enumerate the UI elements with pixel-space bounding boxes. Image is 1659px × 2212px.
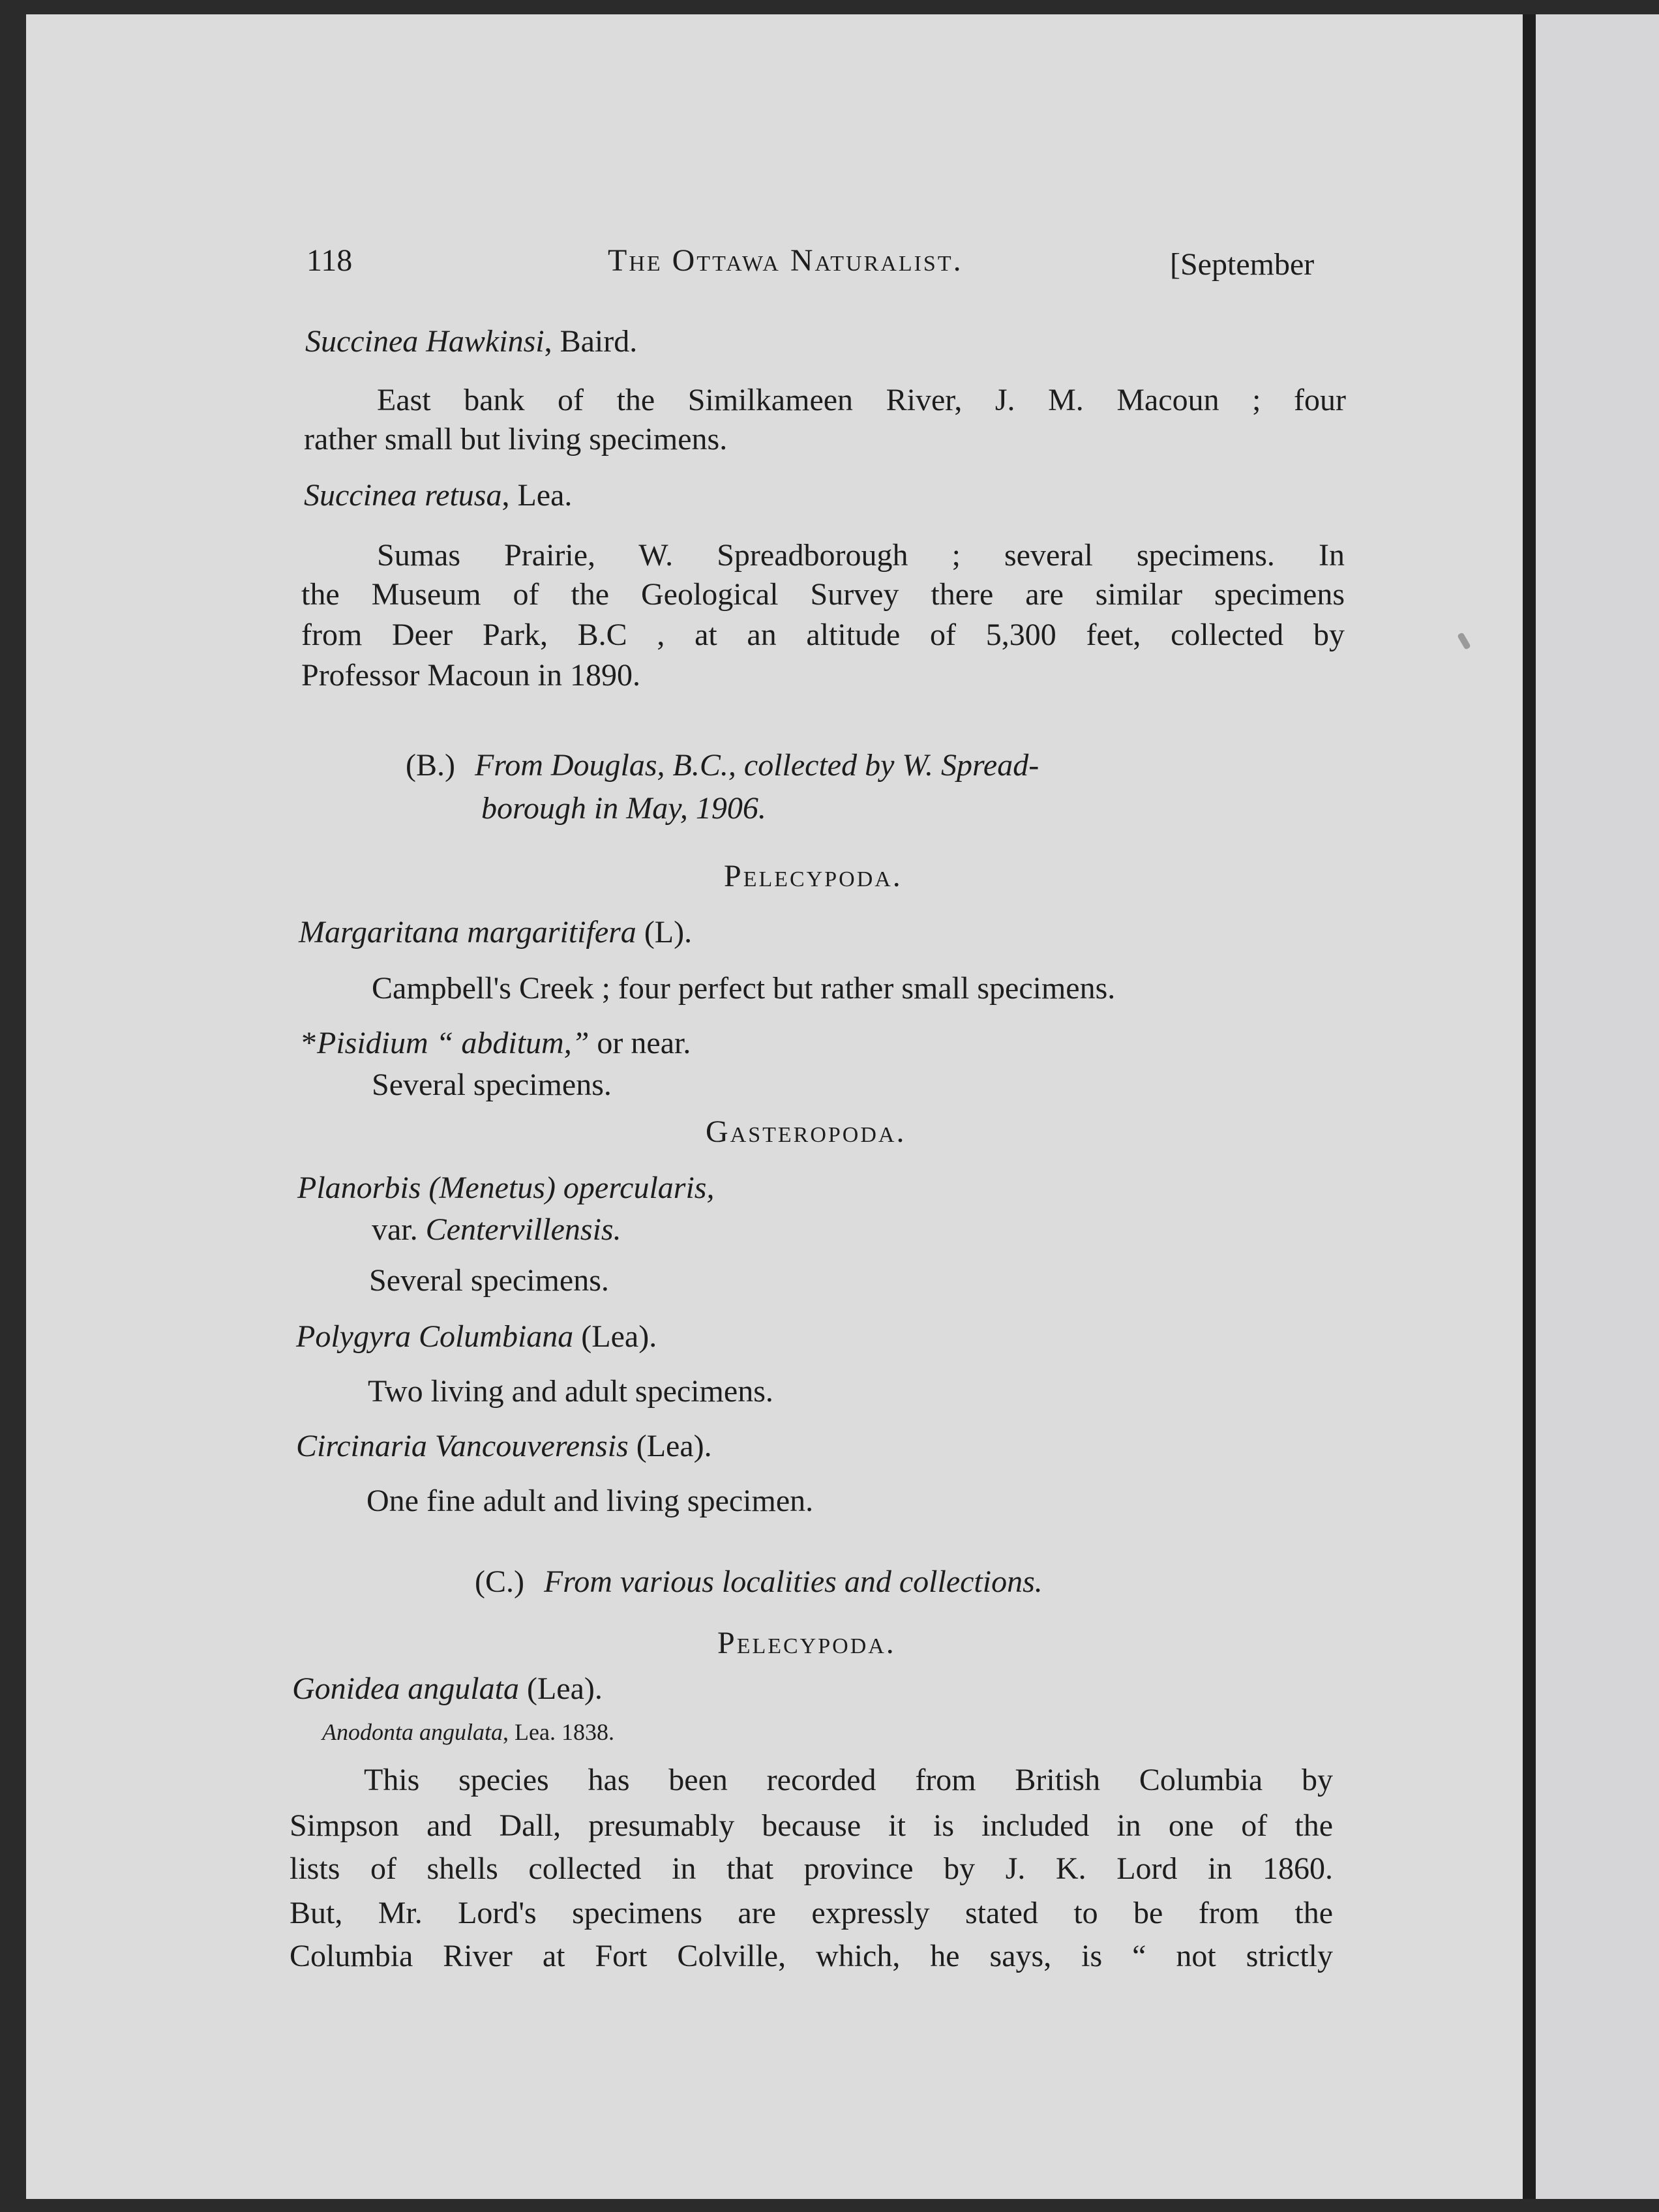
synonym-line [322, 1712, 614, 1752]
footnote-marker: * [301, 1026, 317, 1060]
page-number: 118 [306, 243, 353, 278]
species-heading-gonidea [292, 1669, 603, 1709]
section-b-heading [406, 746, 1039, 785]
species-heading-retusa [304, 476, 572, 515]
species-name: Gonidea angulata [292, 1671, 519, 1706]
body-line: the Museum of the Geological Survey there are similar specimens [301, 577, 1345, 612]
species-name: Planorbis (Menetus) opercularis, [297, 1171, 715, 1205]
body-line: This species has been recorded from British Columbia by [364, 1763, 1333, 1797]
species-author: (L). [636, 915, 693, 949]
class-heading: Gasteropoda. [706, 1114, 906, 1149]
body-line: rather small but living specimens. [304, 422, 728, 456]
facing-page-edge [1536, 14, 1659, 2199]
running-head [306, 243, 1350, 288]
class-heading: Pelecypoda. [717, 1626, 896, 1660]
section-heading-text: borough in May, 1906. [481, 791, 766, 826]
section-label: (C.) [475, 1564, 524, 1599]
species-author: , Baird. [544, 324, 638, 359]
species-name: Succinea Hawkinsi [305, 324, 545, 359]
body-line: Professor Macoun in 1890. [301, 658, 640, 693]
body-line: But, Mr. Lord's specimens are expressly stated to be from the [290, 1896, 1333, 1930]
species-heading-polygyra [296, 1317, 657, 1356]
species-name: Circinaria Vancouverensis [296, 1429, 629, 1463]
body-line: Simpson and Dall, presumably because it is included in one of the [290, 1808, 1333, 1843]
synonym-author: , Lea. 1838. [503, 1719, 614, 1745]
body-line: Two living and adult specimens. [368, 1374, 773, 1409]
body-line: from Deer Park, B.C , at an altitude of 5,300 feet, collected by [301, 618, 1345, 652]
body-line: Several specimens. [369, 1263, 609, 1298]
body-line: Campbell's Creek ; four perfect but rather small specimens. [372, 971, 1116, 1006]
body-line: Sumas Prairie, W. Spreadborough ; several specimens. In [377, 538, 1345, 573]
species-name: Polygyra Columbiana [296, 1319, 574, 1354]
section-heading-text: From Douglas, B.C., collected by W. Spread- [474, 748, 1039, 783]
species-author: (Lea). [518, 1671, 603, 1706]
journal-title: The Ottawa Naturalist. [608, 243, 963, 278]
species-heading-planorbis [297, 1169, 714, 1208]
species-author: , Lea. [501, 478, 573, 513]
variety-label: var. [372, 1212, 426, 1247]
variety-line [372, 1210, 621, 1249]
species-heading-circinaria [296, 1427, 712, 1466]
body-line: Several specimens. [372, 1068, 612, 1102]
body-line: One fine adult and living specimen. [366, 1484, 814, 1518]
variety-name: Centervillensis. [425, 1212, 621, 1247]
class-heading: Pelecypoda. [724, 859, 903, 893]
species-name: Pisidium “ abditum,” [317, 1026, 590, 1060]
species-heading-margaritana [299, 913, 692, 952]
species-author: (Lea). [628, 1429, 712, 1463]
running-head-month: [September [1170, 247, 1315, 282]
body-line: East bank of the Similkameen River, J. M. Macoun ; four [377, 383, 1346, 417]
section-c-heading [475, 1562, 1043, 1602]
section-label: (B.) [406, 748, 455, 783]
species-name: Succinea retusa [304, 478, 502, 513]
body-line: Columbia River at Fort Colville, which, he says, is “ not strictly [290, 1939, 1333, 1973]
species-author: (Lea). [573, 1319, 657, 1354]
species-heading-pisidium [301, 1024, 691, 1063]
section-heading-text: From various localities and collections. [543, 1564, 1043, 1599]
body-line: lists of shells collected in that province by J. K. Lord in 1860. [290, 1851, 1333, 1886]
synonym-name: Anodonta angulata [322, 1719, 503, 1745]
species-heading-hawkinsi [305, 322, 637, 361]
species-name: Margaritana margaritifera [299, 915, 636, 949]
species-author: or near. [589, 1026, 691, 1060]
page-gutter-shadow [1523, 14, 1536, 2199]
